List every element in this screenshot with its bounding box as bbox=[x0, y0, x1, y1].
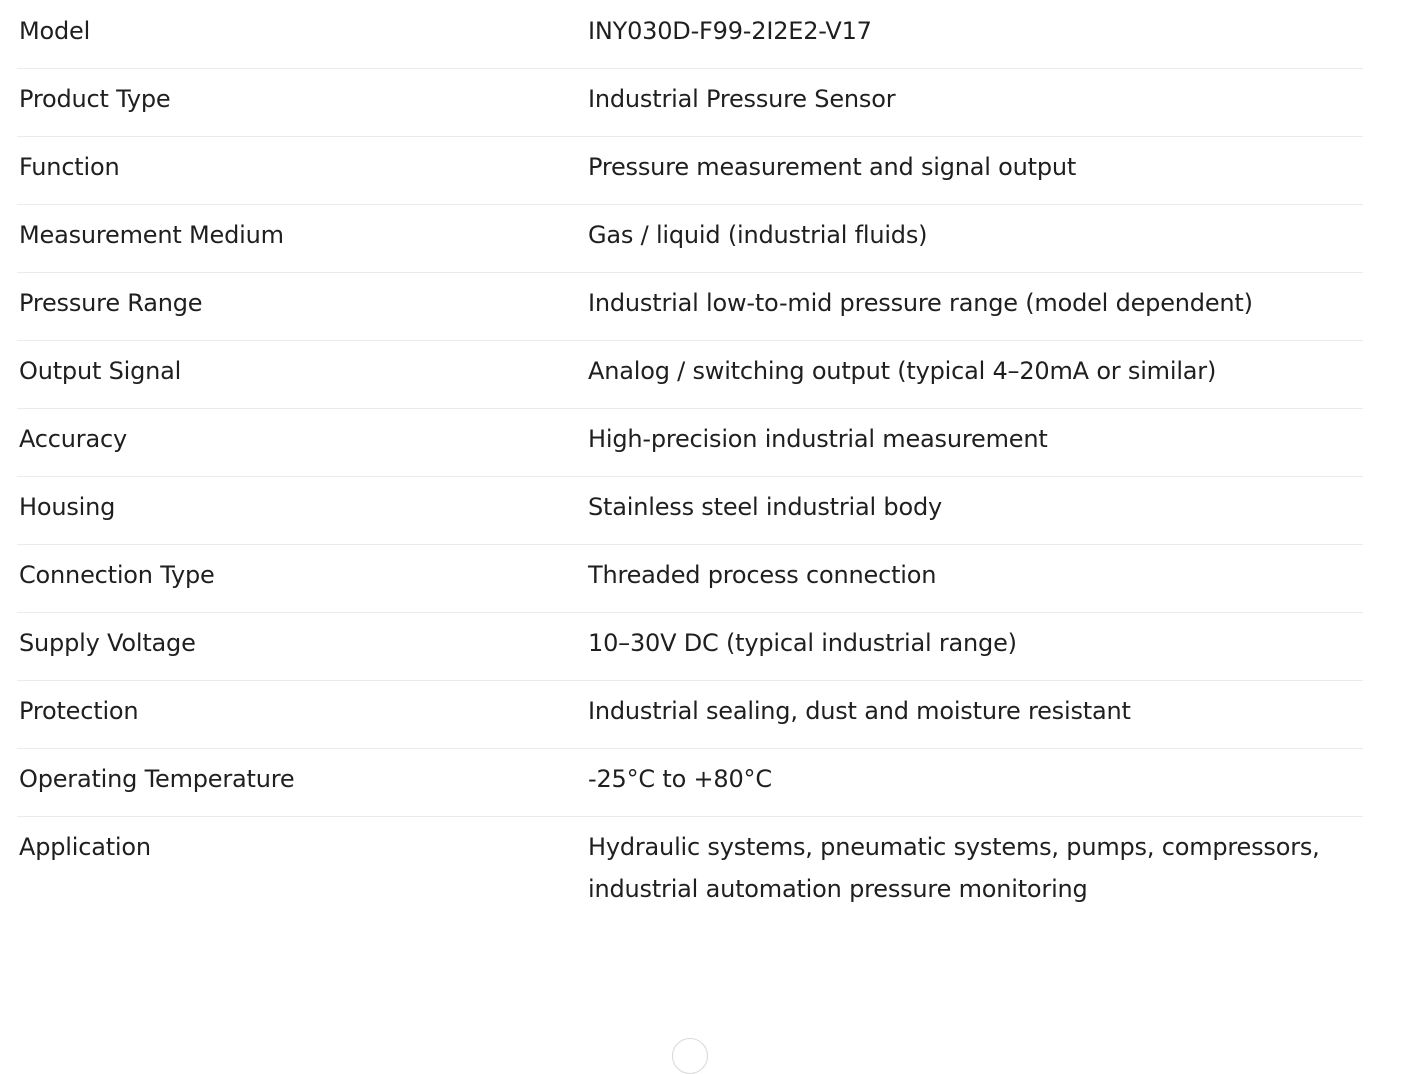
spec-row-function bbox=[17, 136, 1363, 204]
spec-label: Operating Temperature bbox=[17, 748, 587, 816]
spec-label: Accuracy bbox=[17, 408, 587, 476]
spec-row-housing bbox=[17, 476, 1363, 544]
spec-label: Product Type bbox=[17, 68, 587, 136]
spec-value: Pressure measurement and signal output bbox=[587, 136, 1363, 204]
spec-label: Output Signal bbox=[17, 340, 587, 408]
spec-value: Industrial sealing, dust and moisture resistant bbox=[587, 680, 1363, 748]
spec-row-model bbox=[17, 0, 1363, 68]
spec-row-connection-type bbox=[17, 544, 1363, 612]
spec-row-accuracy bbox=[17, 408, 1363, 476]
spec-row-measurement-medium bbox=[17, 204, 1363, 272]
spec-value: Analog / switching output (typical 4–20mA or similar) bbox=[587, 340, 1363, 408]
spec-value: -25°C to +80°C bbox=[587, 748, 1363, 816]
spec-value: Stainless steel industrial body bbox=[587, 476, 1363, 544]
spec-label: Connection Type bbox=[17, 544, 587, 612]
spec-row-supply-voltage bbox=[17, 612, 1363, 680]
spec-label: Protection bbox=[17, 680, 587, 748]
spec-row-pressure-range bbox=[17, 272, 1363, 340]
spec-label: Application bbox=[19, 832, 151, 861]
spec-value: Industrial Pressure Sensor bbox=[587, 68, 1363, 136]
spec-row-output-signal bbox=[17, 340, 1363, 408]
loading-spinner-icon bbox=[672, 1038, 708, 1074]
spec-row-protection bbox=[17, 680, 1363, 748]
spec-value: High-precision industrial measurement bbox=[587, 408, 1363, 476]
spec-label: Supply Voltage bbox=[17, 612, 587, 680]
spec-value: 10–30V DC (typical industrial range) bbox=[587, 612, 1363, 680]
spec-value: INY030D-F99-2I2E2-V17 bbox=[587, 0, 1363, 68]
spec-row-product-type bbox=[17, 68, 1363, 136]
spec-value: Gas / liquid (industrial fluids) bbox=[587, 204, 1363, 272]
spec-label: Pressure Range bbox=[17, 272, 587, 340]
spec-value: Threaded process connection bbox=[587, 544, 1363, 612]
spec-label: Model bbox=[17, 0, 587, 68]
spec-row-application bbox=[17, 816, 1363, 910]
spec-label: Function bbox=[17, 136, 587, 204]
spec-label: Housing bbox=[17, 476, 587, 544]
spec-value: Hydraulic systems, pneumatic systems, pumps, compressors, industrial automation pressure monitoring bbox=[588, 832, 1320, 903]
spec-value: Industrial low-to-mid pressure range (model dependent) bbox=[587, 272, 1363, 340]
specifications-table bbox=[17, 0, 1363, 910]
spec-row-operating-temperature bbox=[17, 748, 1363, 816]
spec-label: Measurement Medium bbox=[17, 204, 587, 272]
